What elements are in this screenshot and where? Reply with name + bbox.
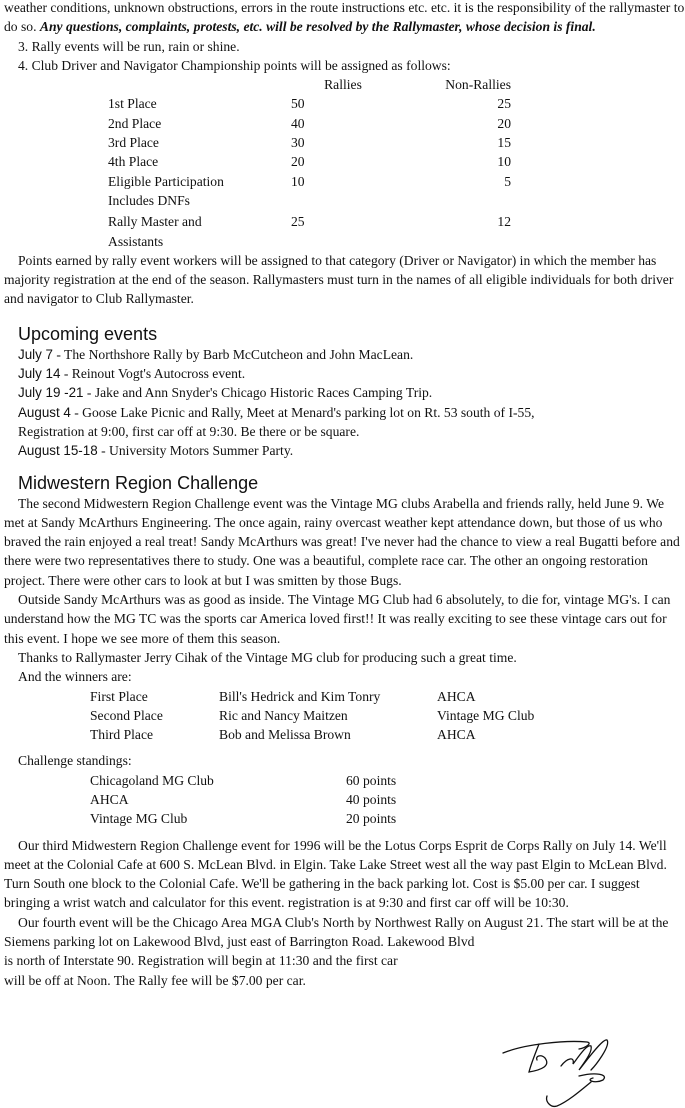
rallies-value: 25 bbox=[291, 214, 305, 230]
points-note: Points earned by rally event workers will be assigned to that category (Driver or Navigator) in which the member has majority registration at the end of the season. Rallymasters must turn in the names of all eligible individuals for both driver and navigator to Club Rallymaster. bbox=[4, 252, 674, 307]
standing-club: Chicagoland MG Club bbox=[90, 772, 214, 788]
header-blank bbox=[108, 75, 275, 94]
standing-points: 20 points bbox=[346, 811, 397, 827]
header-rallies: Rallies bbox=[324, 77, 362, 93]
event-text: - Reinout Vogt's Autocross event. bbox=[60, 366, 246, 382]
rallies-value: 50 bbox=[291, 96, 305, 112]
winner-names: Bob and Melissa Brown bbox=[219, 727, 351, 743]
event-item-continued: Registration at 9:00, first car off at 9:30. Be there or be square. bbox=[18, 423, 360, 439]
challenge-paragraph-5: Our fourth event will be the Chicago Area MGA Club's North by Northwest Rally on August 21. The start will be at the Siemens parking lot on Lakewood Blvd, just east of Barrington Road. Lakewood Blvd bbox=[4, 914, 669, 950]
event-date: July 7 bbox=[18, 346, 53, 362]
row-label: 2nd Place bbox=[108, 115, 162, 131]
challenge-paragraph-5-line3: is north of Interstate 90. Registration will begin at 11:30 and the first car bbox=[4, 953, 398, 969]
rallies-value: 20 bbox=[291, 154, 305, 170]
table-row bbox=[90, 790, 396, 809]
intro-text: weather conditions, unknown obstructions, errors in the route instructions etc. etc. it is the responsibility of the rallymaster to do so. bbox=[4, 0, 685, 35]
winner-club: Vintage MG Club bbox=[437, 707, 535, 723]
event-item bbox=[4, 441, 685, 460]
table-row bbox=[108, 210, 511, 251]
winner-names: Ric and Nancy Maitzen bbox=[219, 707, 348, 723]
table-row bbox=[90, 706, 534, 725]
rallies-value: 30 bbox=[291, 135, 305, 151]
rule-3: 3. Rally events will be run, rain or shine. bbox=[18, 38, 240, 54]
standing-points: 40 points bbox=[346, 791, 397, 807]
row-label: 3rd Place bbox=[108, 135, 159, 151]
header-non-rallies: Non-Rallies bbox=[445, 77, 511, 93]
challenge-paragraph-3: Thanks to Rallymaster Jerry Cihak of the Vintage MG club for producing such a great time. bbox=[18, 649, 517, 665]
rule-4: 4. Club Driver and Navigator Championship points will be assigned as follows: bbox=[18, 57, 451, 73]
intro-paragraph bbox=[4, 0, 685, 37]
challenge-heading: Midwestern Region Challenge bbox=[18, 472, 259, 493]
upcoming-events-heading: Upcoming events bbox=[18, 323, 158, 344]
row-label-line2: Includes DNFs bbox=[108, 192, 190, 208]
points-table bbox=[108, 75, 511, 251]
non-rallies-value: 15 bbox=[497, 135, 511, 151]
standing-points: 60 points bbox=[346, 772, 397, 788]
row-label-line1: Eligible Participation bbox=[108, 173, 224, 189]
row-label-line1: Rally Master and bbox=[108, 214, 202, 230]
standings-intro: Challenge standings: bbox=[18, 753, 132, 769]
winner-place: Second Place bbox=[90, 707, 163, 723]
event-date: July 14 bbox=[18, 366, 61, 382]
winners-table bbox=[90, 687, 534, 745]
table-row bbox=[108, 152, 511, 171]
winner-names: Bill's Hedrick and Kim Tonry bbox=[219, 688, 381, 704]
upcoming-events-list bbox=[4, 345, 685, 461]
event-text: - The Northshore Rally by Barb McCutcheon and John MacLean. bbox=[52, 346, 414, 362]
event-item bbox=[4, 364, 685, 383]
standing-club: AHCA bbox=[90, 791, 129, 807]
table-row bbox=[90, 809, 396, 828]
event-item bbox=[4, 403, 685, 422]
table-row bbox=[90, 771, 396, 790]
winner-club: AHCA bbox=[437, 688, 476, 704]
winner-place: First Place bbox=[90, 688, 148, 704]
table-row bbox=[90, 725, 534, 744]
event-date: July 19 -21 bbox=[18, 385, 84, 401]
challenge-paragraph-2: Outside Sandy McArthurs was as good as inside. The Vintage MG Club had 6 absolutely, to die for, vintage MG's. I can understand how the MG TC was the sports car America loved first!! It was really exciting to see these vintage cars out for this event. I hope we see more of them this season. bbox=[4, 592, 671, 646]
rallies-value: 10 bbox=[291, 173, 305, 189]
row-label bbox=[108, 172, 275, 211]
document-page bbox=[4, 0, 685, 990]
rallies-value: 40 bbox=[291, 115, 305, 131]
event-date: August 4 bbox=[18, 404, 71, 420]
signature-icon bbox=[495, 1030, 635, 1108]
row-label: 1st Place bbox=[108, 96, 157, 112]
table-row bbox=[108, 172, 511, 211]
winners-intro: And the winners are: bbox=[18, 669, 132, 685]
winner-place: Third Place bbox=[90, 727, 154, 743]
event-item bbox=[4, 383, 685, 402]
event-date: August 15-18 bbox=[18, 443, 98, 459]
standing-club: Vintage MG Club bbox=[90, 811, 188, 827]
row-label: 4th Place bbox=[108, 154, 159, 170]
row-label bbox=[108, 210, 275, 251]
non-rallies-value: 25 bbox=[497, 96, 511, 112]
table-row bbox=[108, 94, 511, 113]
points-table-header bbox=[108, 75, 511, 94]
table-row bbox=[90, 687, 534, 706]
non-rallies-value: 5 bbox=[504, 173, 511, 189]
non-rallies-value: 12 bbox=[497, 214, 511, 230]
non-rallies-value: 10 bbox=[497, 154, 511, 170]
non-rallies-value: 20 bbox=[497, 115, 511, 131]
challenge-paragraph-1: The second Midwestern Region Challenge event was the Vintage MG clubs Arabella and friends rally, held June 9. We met at Sandy McArthurs Engineering. The once again, rainy overcast weather kept attendance down, but those of us who braved the rain enjoyed a real treat! Sandy McArthurs was great! I've never had the chance to view a real Bugatti before and there were two representatives there to study. One was a beautiful, complete race car. The other an ongoing restoration project. There were other cars to look at but I was smitten by those Bugs. bbox=[4, 495, 680, 588]
event-text: - Goose Lake Picnic and Rally, Meet at Menard's parking lot on Rt. 53 south of I-55, bbox=[70, 404, 535, 420]
challenge-paragraph-5-line4: will be off at Noon. The Rally fee will be $7.00 per car. bbox=[4, 972, 306, 988]
table-row bbox=[108, 133, 511, 152]
winner-club: AHCA bbox=[437, 727, 476, 743]
event-item bbox=[4, 345, 685, 364]
intro-bold-text: Any questions, complaints, protests, etc. will be resolved by the Rallymaster, whose decision is final. bbox=[39, 19, 596, 35]
standings-table bbox=[90, 771, 396, 829]
event-text: - University Motors Summer Party. bbox=[97, 443, 294, 459]
event-text: - Jake and Ann Snyder's Chicago Historic Races Camping Trip. bbox=[83, 385, 433, 401]
row-label-line2: Assistants bbox=[108, 233, 164, 249]
table-row bbox=[108, 114, 511, 133]
challenge-paragraph-4: Our third Midwestern Region Challenge event for 1996 will be the Lotus Corps Esprit de Corps Rally on July 14. We'll meet at the Colonial Cafe at 600 S. McLean Blvd. in Elgin. Take Lake Street west all the way past Elgin to McLean Blvd. Turn South one block to the Colonial Cafe. We'll be gathering in the back parking lot. Cost is $5.00 per car. I suggest bringing a wrist watch and calculator for this event. registration is at 9:30 and first car off will be 10:30. bbox=[4, 837, 667, 911]
